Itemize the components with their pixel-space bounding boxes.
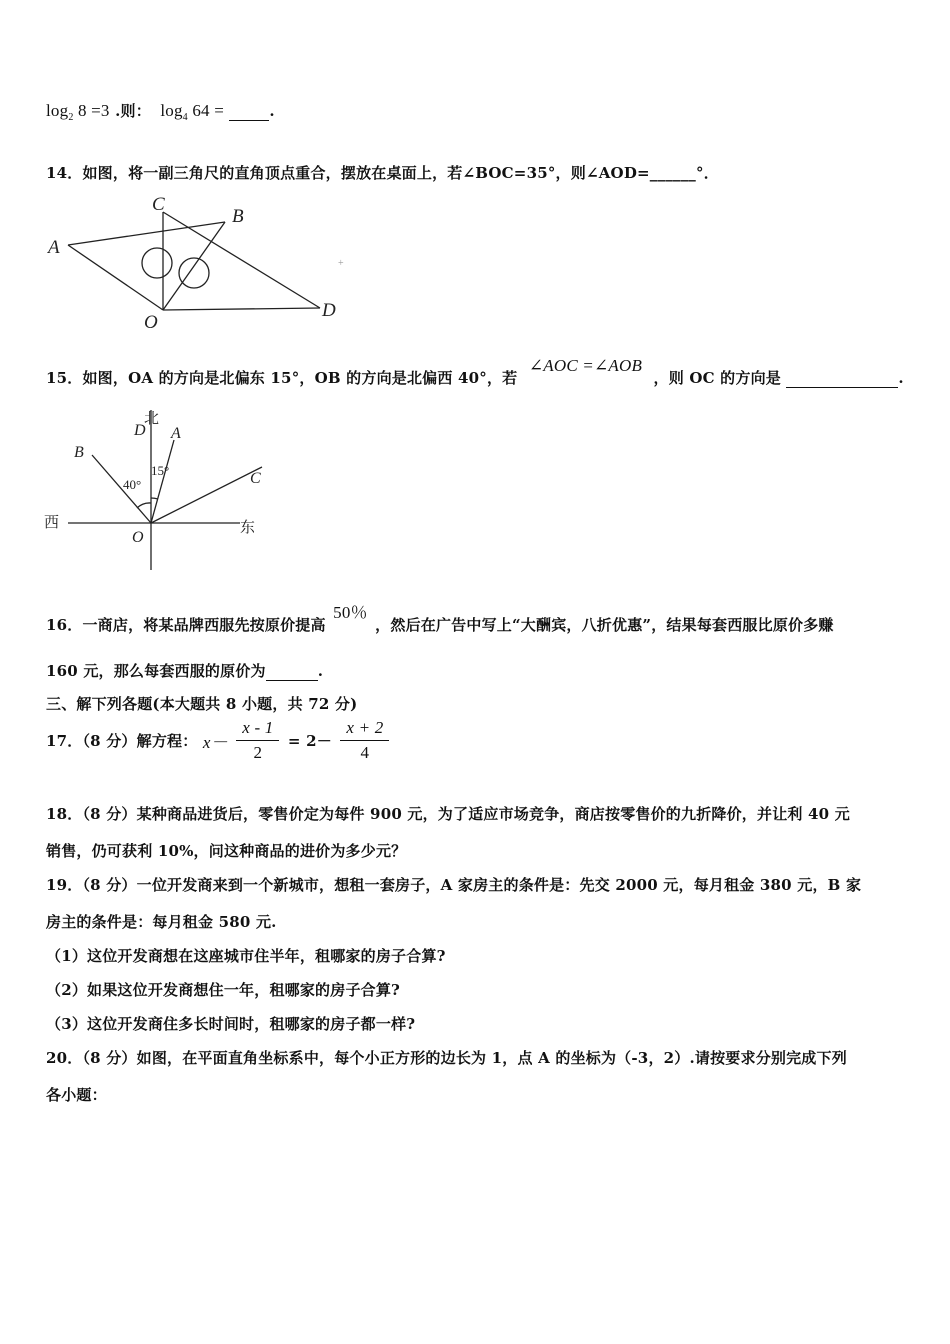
fraction-2-denominator: 4 — [360, 743, 370, 762]
label-b: B — [232, 206, 244, 227]
section-3-title: 三、解下列各题(本大题共 8 小题，共 72 分) — [46, 695, 358, 713]
q17-prefix: 17．（8 分）解方程： — [46, 732, 198, 750]
ray-oa — [151, 440, 174, 523]
label-c: C — [250, 470, 261, 487]
q19-sub-1: （1）这位开发商想在这座城市住半年，租哪家的房子合算? — [46, 947, 446, 965]
triangle-hole-1 — [142, 248, 172, 278]
label-c: C — [152, 194, 165, 215]
q16-percent: 50％ — [333, 603, 368, 622]
q17-fraction-2 — [340, 718, 389, 763]
q16-end: . — [317, 662, 324, 680]
q19-sub-2: （2）如果这位开发商想住一年，租哪家的房子合算? — [46, 981, 401, 999]
label-angle-15: 15° — [151, 463, 170, 478]
label-north: 北 — [144, 411, 160, 427]
q18-line-2: 销售，仍可获利 10%，问这种商品的进价为多少元？ — [46, 842, 407, 860]
log-expression-2: $\log_4 64$ = — [160, 101, 224, 123]
q15-end: . — [898, 369, 904, 387]
ray-ob — [92, 455, 151, 523]
q19-line-2: 房主的条件是：每月租金 580 元. — [46, 913, 277, 931]
label-a: A — [48, 237, 60, 258]
q15-condition: ∠AOC =∠AOB — [528, 356, 643, 375]
log-expression-1: $\log_2 8 =3$ — [46, 101, 110, 123]
q15-text-after: ，则 OC 的方向是 — [653, 369, 781, 387]
q14-figure — [40, 190, 360, 335]
stray-mark: + — [338, 258, 344, 269]
q15-text-before: 15．如图，OA 的方向是北偏东 15°，OB 的方向是北偏西 40°，若 — [46, 369, 518, 387]
segment-a-o — [68, 245, 163, 310]
q16-line-1 — [46, 603, 834, 635]
q18-line-1: 18．（8 分）某种商品进货后，零售价定为每件 900 元，为了适应市场竞争，商店按零售价的九折降价，并让利 40 元 — [46, 805, 850, 823]
q15-figure — [40, 405, 280, 575]
q16-text-after: ，然后在广告中写上“大酬宾，八折优惠”，结果每套西服比原价多赚 — [375, 616, 834, 634]
q15-line — [46, 356, 904, 388]
q16-line2-text: 160 元，那么每套西服的原价为 — [46, 662, 266, 680]
label-west: 西 — [44, 515, 60, 531]
label-east: 东 — [240, 520, 256, 536]
triangle-hole-2 — [179, 258, 209, 288]
q16-text-before: 16．一商店，将某品牌西服先按原价提高 — [46, 616, 326, 634]
q20-line-2: 各小题： — [46, 1086, 107, 1104]
fraction-1-denominator: 2 — [253, 743, 263, 762]
label-angle-40: 40° — [123, 477, 142, 492]
q15-answer-blank — [786, 369, 898, 388]
angle-arc-15 — [151, 498, 158, 499]
label-d: D — [134, 422, 146, 439]
label-o: O — [132, 529, 144, 546]
label-b: B — [74, 444, 84, 461]
q17-fraction-1 — [236, 718, 279, 763]
then-text: .则： — [115, 102, 151, 120]
q13-line — [46, 100, 275, 123]
fraction-1-numerator: x - 1 — [236, 718, 279, 741]
q19-line-1: 19．（8 分）一位开发商来到一个新城市，想租一套房子，A 家房主的条件是：先交 2000 元，每月租金 380 元，B 家 — [46, 876, 862, 894]
segment-o-d — [163, 308, 320, 310]
q17-line — [46, 718, 392, 763]
q16-answer-blank — [266, 662, 318, 681]
q17-eq: = 2－ — [287, 732, 332, 750]
q19-sub-3: （3）这位开发商住多长时间时，租哪家的房子都一样? — [46, 1015, 416, 1033]
q17-x-minus: x－ — [202, 733, 228, 752]
q16-line-2 — [46, 660, 323, 681]
angle-arc-40 — [137, 503, 151, 508]
label-a: A — [171, 425, 181, 442]
fraction-2-numerator: x + 2 — [340, 718, 389, 741]
end-mark: . — [269, 102, 275, 120]
segment-a-top — [68, 222, 225, 245]
label-d: D — [322, 300, 336, 321]
q20-line-1: 20．（8 分）如图，在平面直角坐标系中，每个小正方形的边长为 1，点 A 的坐标为（-3，2）.请按要求分别完成下列 — [46, 1049, 847, 1067]
answer-blank — [229, 102, 269, 121]
q14-text: 14．如图，将一副三角尺的直角顶点重合，摆放在桌面上，若∠BOC=35°，则∠AOD=______°． — [46, 164, 719, 182]
label-o: O — [144, 312, 158, 333]
